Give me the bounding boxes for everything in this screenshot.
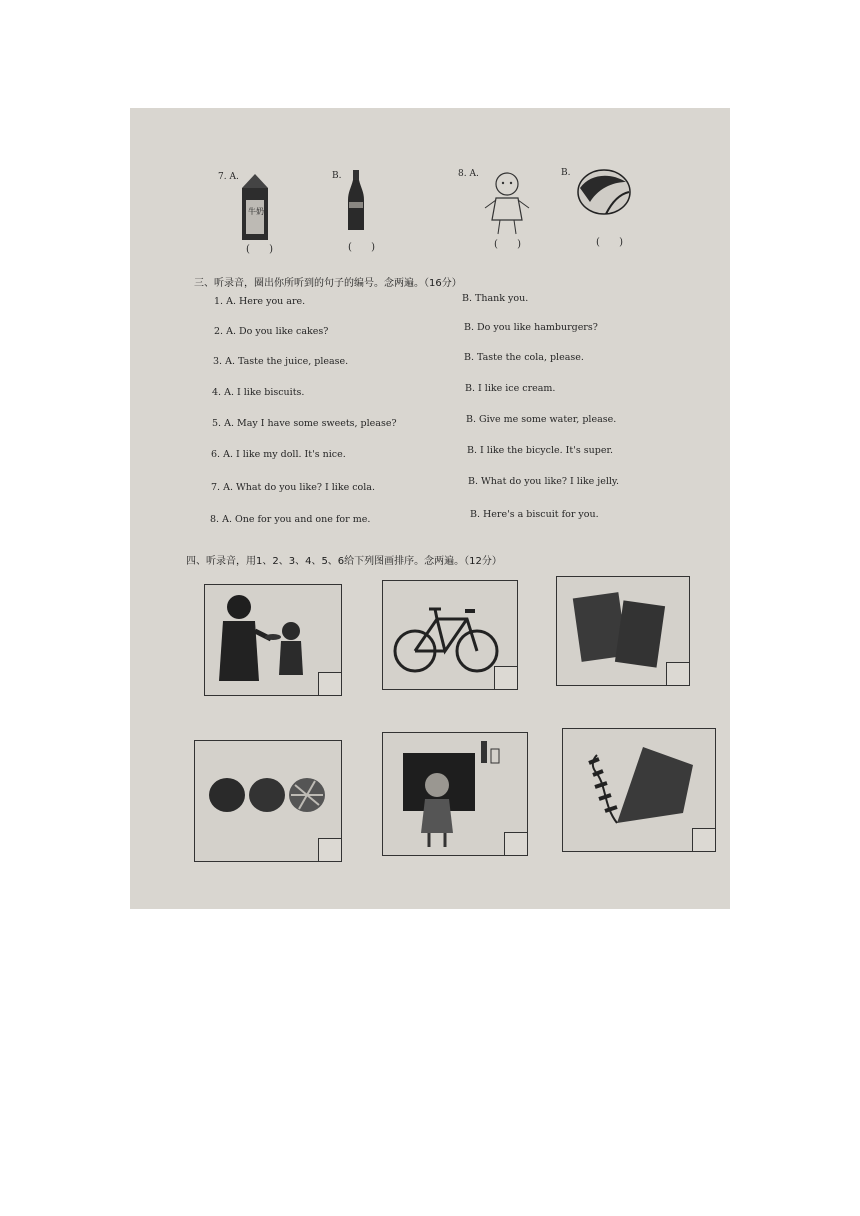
cola-bottle-icon (344, 168, 368, 234)
q7a-answer-paren[interactable]: ( ) (246, 244, 281, 255)
q8a-answer-paren[interactable]: ( ) (494, 239, 529, 250)
section3-heading: 三、听录音，圈出你所听到的句子的编号。念两遍。（16分） (194, 278, 462, 289)
s3-item2-a[interactable]: 2. A. Do you like cakes? (214, 326, 329, 337)
s3-item2-b[interactable]: B. Do you like hamburgers? (464, 322, 598, 333)
biscuits-icon (571, 585, 671, 675)
s3-item1-b[interactable]: B. Thank you. (462, 293, 529, 304)
beach-ball-icon (576, 168, 632, 216)
answer-box-5[interactable] (504, 832, 527, 855)
s3-item5-a[interactable]: 5. A. May I have some sweets, please? (212, 418, 397, 429)
s3-item6-a[interactable]: 6. A. I like my doll. It's nice. (211, 449, 346, 460)
answer-box-1[interactable] (318, 672, 341, 695)
exam-paper (130, 108, 730, 909)
q8-b-label: B. (561, 168, 571, 178)
q8-label: 8. A. (458, 169, 479, 179)
s3-item4-a[interactable]: 4. A. I like biscuits. (212, 387, 305, 398)
picture-box-2 (382, 580, 518, 690)
s3-item1-a[interactable]: 1. A. Here you are. (214, 296, 306, 307)
picture-box-3 (556, 576, 690, 686)
answer-box-6[interactable] (692, 828, 715, 851)
milk-box-text: 牛奶 (248, 207, 264, 216)
kite-icon (573, 735, 703, 845)
picture-box-4 (194, 740, 342, 862)
doll-drink-icon (399, 737, 511, 851)
s3-item8-b[interactable]: B. Here's a biscuit for you. (470, 509, 599, 520)
answer-box-3[interactable] (666, 662, 689, 685)
section4-heading: 四、听录音，用1、2、3、4、5、6给下列图画排序。念两遍。（12分） (186, 556, 502, 567)
s3-item5-b[interactable]: B. Give me some water, please. (466, 414, 617, 425)
q7-label: 7. A. (218, 172, 239, 182)
milk-carton-icon (238, 170, 272, 244)
doll-icon (482, 168, 532, 238)
bicycle-icon (389, 589, 501, 679)
s3-item7-a[interactable]: 7. A. What do you like? I like cola. (211, 482, 375, 493)
s3-item4-b[interactable]: B. I like ice cream. (465, 383, 556, 394)
picture-box-6 (562, 728, 716, 852)
s3-item6-b[interactable]: B. I like the bicycle. It's super. (467, 445, 613, 456)
answer-box-2[interactable] (494, 666, 517, 689)
balls-icon (203, 765, 333, 825)
answer-box-4[interactable] (318, 838, 341, 861)
s3-item8-a[interactable]: 8. A. One for you and one for me. (210, 514, 371, 525)
q7-b-label: B. (332, 171, 342, 181)
picture-box-5 (382, 732, 528, 856)
people-giving-icon (209, 589, 319, 689)
s3-item3-a[interactable]: 3. A. Taste the juice, please. (213, 356, 349, 367)
s3-item3-b[interactable]: B. Taste the cola, please. (464, 352, 584, 363)
q8b-answer-paren[interactable]: ( ) (596, 237, 631, 248)
s3-item7-b[interactable]: B. What do you like? I like jelly. (468, 476, 620, 487)
q7b-answer-paren[interactable]: ( ) (348, 242, 383, 253)
picture-box-1 (204, 584, 342, 696)
